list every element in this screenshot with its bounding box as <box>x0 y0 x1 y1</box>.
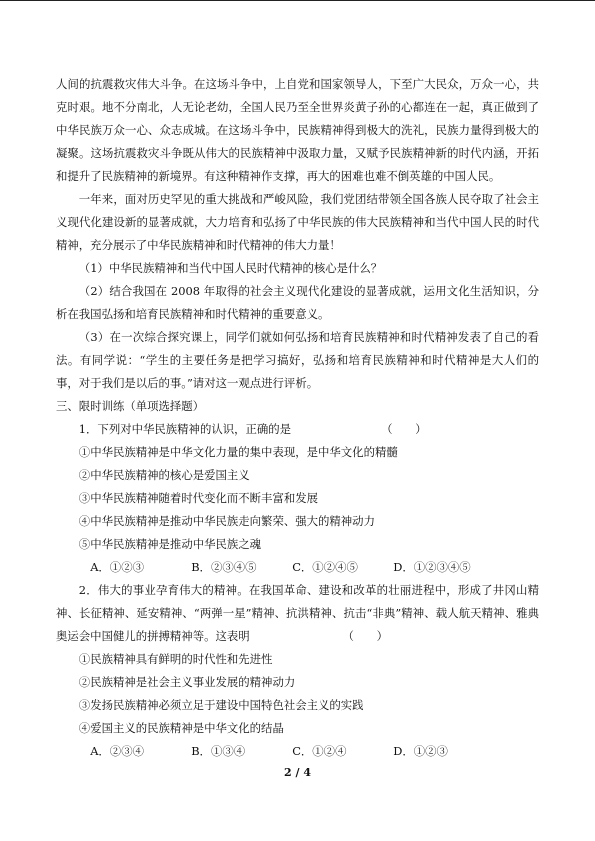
mcq2-option-4: ④爱国主义的民族精神是中华文化的结晶 <box>78 721 284 735</box>
subquestion-3: （3）在一次综合探究课上，同学们就如何弘扬和培育民族精神和时代精神发表了自己的看法。有同学说：“学生的主要任务是把学习搞好，弘扬和培育民族精神和时代精神是大人们的事，对于我们是以后的事。”请对这一观点进行评析。 <box>56 330 539 390</box>
mcq2-option-1: ①民族精神具有鲜明的时代性和先进性 <box>78 652 273 666</box>
mcq1-choice-c: C．①②④⑤ <box>292 560 358 574</box>
mcq1-option-2: ②中华民族精神的核心是爱国主义 <box>78 468 250 482</box>
paragraph-1: 人间的抗震救灾伟大斗争。在这场斗争中，上自党和国家领导人，下至广大民众，万众一心，共克时艰。地不分南北，人无论老幼，全国人民乃至全世界炎黄子孙的心都连在一起，真正做到了中华民族万众一心、众志成城。在这场斗争中，民族精神得到极大的洗礼，民族力量得到极大的凝聚。这场抗震救灾斗争既从伟大的民族精神中汲取力量，又赋予民族精神新的时代内涵，开拓和提升了民族精神的新境界。有这种精神作支撑，再大的困难也难不倒英雄的中国人民。 <box>56 77 539 183</box>
top-border-line <box>0 0 595 1</box>
mcq1-answer-paren: （ ） <box>381 422 427 436</box>
mcq2-option-3: ③发扬民族精神必须立足于建设中国特色社会主义的实践 <box>78 698 364 712</box>
mcq1-option-5: ⑤中华民族精神是推动中华民族之魂 <box>78 537 262 551</box>
mcq1-option-4: ④中华民族精神是推动中华民族走向繁荣、强大的精神动力 <box>78 514 375 528</box>
document-body <box>56 73 539 763</box>
mcq2-choice-b: B．①③④ <box>191 744 246 758</box>
subquestion-1: （1）中华民族精神和当代中国人民时代精神的核心是什么？ <box>78 261 383 275</box>
mcq1-choice-d: D．①②③④⑤ <box>393 560 471 574</box>
mcq2-stem <box>56 579 539 648</box>
page-number: 2 / 4 <box>284 766 311 779</box>
mcq1-stem <box>56 418 539 441</box>
mcq1-choices <box>56 556 539 579</box>
mcq2-stem-text: 2．伟大的事业孕育伟大的精神。在我国革命、建设和改革的壮丽进程中，形成了井冈山精神、长征精神、延安精神、“两弹一星”精神、抗洪精神、抗击“非典”精神、载人航天精神、雅典奥运会中国健儿的拼搏精神等。这表明 <box>56 583 539 643</box>
mcq2-choice-d: D．①②③ <box>393 744 448 758</box>
mcq2-option-2: ②民族精神是社会主义事业发展的精神动力 <box>78 675 296 689</box>
mcq1-stem-text: 1．下列对中华民族精神的认识，正确的是 <box>78 422 292 436</box>
mcq2-choice-c: C．①②④ <box>292 744 347 758</box>
subquestion-2: （2）结合我国在 2008 年取得的社会主义现代化建设的显著成就，运用文化生活知识，分析在我国弘扬和培育民族精神和时代精神的重要意义。 <box>56 284 539 321</box>
mcq1-option-1: ①中华民族精神是中华文化力量的集中表现，是中华文化的精髓 <box>78 445 398 459</box>
mcq2-choice-a: A．②③④ <box>90 744 144 758</box>
mcq1-choice-a: A．①②③ <box>90 560 144 574</box>
mcq1-choice-b: B．②③④⑤ <box>191 560 257 574</box>
mcq1-option-3: ③中华民族精神随着时代变化而不断丰富和发展 <box>78 491 319 505</box>
mcq2-choices <box>56 740 539 763</box>
section-title: 三、限时训练（单项选择题） <box>56 399 205 413</box>
paragraph-2: 一年来，面对历史罕见的重大挑战和严峻风险，我们党团结带领全国各族人民夺取了社会主义现代化建设新的显著成就，大力培育和弘扬了中华民族的伟大民族精神和当代中国人民的时代精神，充分展示了中华民族精神和时代精神的伟大力量！ <box>56 192 539 252</box>
mcq2-answer-paren: （ ） <box>342 629 389 643</box>
